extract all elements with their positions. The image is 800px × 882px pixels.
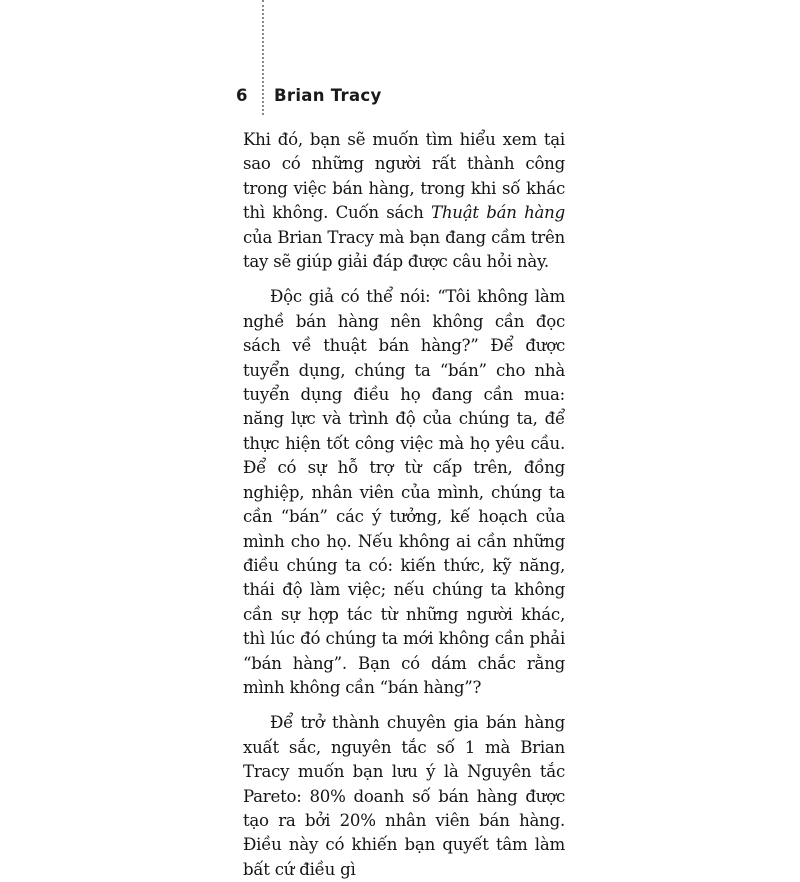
header-dotted-rule [262, 0, 264, 115]
running-head-author: Brian Tracy [274, 86, 382, 105]
book-title-italic: Thuật bán hàng [431, 203, 565, 223]
paragraph-2: Độc giả có thể nói: “Tôi không làm nghề bán hàng nên không cần đọc sách về thuật bán hàng?” Để được tuyển dụng, chúng ta “bán” cho nhà tuyển dụng điều họ đang cần mua: năng lực và trình độ của chúng ta, để thực hiện tốt công việc mà họ yêu cầu. Để có sự hỗ trợ từ cấp trên, đồng nghiệp, nhân viên của mình, chúng ta cần “bán” các ý tưởng, kế hoạch của mình cho họ. Nếu không ai cần những điều chúng ta có: kiến thức, kỹ năng, thái độ làm việc; nếu chúng ta không cần sự hợp tác từ những người khác, thì lúc đó chúng ta mới không cần phải “bán hàng”. Bạn có dám chắc rằng mình không cần “bán hàng”? [243, 287, 565, 697]
paragraph-1 [243, 128, 565, 274]
page-number: 6 [236, 86, 248, 105]
body-text [243, 128, 565, 882]
paragraph-1-text-before: Khi đó, bạn sẽ muốn tìm hiểu xem tại sao có những người rất thành công trong việc bán hàng, trong khi số khác thì không. Cuốn sách [243, 130, 565, 223]
paragraph-1-text-after: của Brian Tracy mà bạn đang cầm trên tay sẽ giúp giải đáp được câu hỏi này. [243, 227, 565, 272]
paragraph-3: Để trở thành chuyên gia bán hàng xuất sắc, nguyên tắc số 1 mà Brian Tracy muốn bạn lưu ý là Nguyên tắc Pareto: 80% doanh số bán hàng được tạo ra bởi 20% nhân viên bán hàng. Điều này có khiến bạn quyết tâm làm bất cứ điều gì [243, 713, 565, 879]
